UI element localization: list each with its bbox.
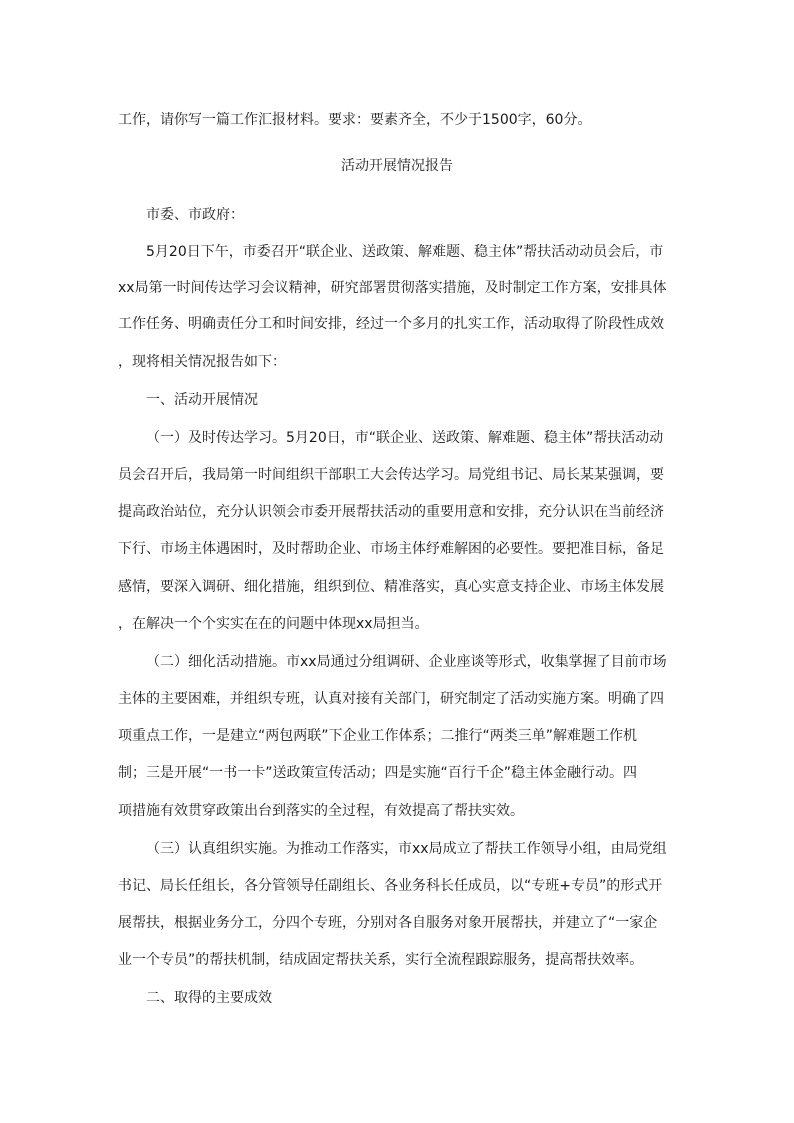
para4-line: 业一个专员”的帮扶机制，结成固定帮扶关系，实行全流程跟踪服务，提高帮扶效率。 [118,952,644,968]
para2-line: 感情，要深入调研、细化措施，组织到位、精准落实，真心实意支持企业、市场主体发展 [118,579,664,595]
para4-line: （三）认真组织实施。为推动工作落实，市xx局成立了帮扶工作领导小组，由局党组 [146,841,667,857]
para3-line: （二）细化活动措施。市xx局通过分组调研、企业座谈等形式，收集掌握了目前市场 [146,654,667,670]
para4-line: 书记、局长任组长，各分管领导任副组长、各业务科长任成员，以“专班+专员”的形式开 [118,878,663,894]
para2-line: 员会召开后，我局第一时间组织干部职工大会传达学习。局党组书记、局长某某强调，要 [118,467,664,483]
para4-line: 展帮扶，根据业务分工，分四个专班，分别对各自服务对象开展帮扶，并建立了“一家企 [118,915,658,931]
intro-line: 工作，请你写一篇工作汇报材料。要求：要素齐全，不少于1500字，60分。 [118,112,592,128]
para1-line: 5月20日下午，市委召开“联企业、送政策、解难题、稳主体”帮扶活动动员会后，市 [146,244,664,260]
para1-line: 工作任务、明确责任分工和时间安排，经过一个多月的扎实工作，活动取得了阶段性成效 [118,316,664,332]
para3-line: 项重点工作，一是建立“两包两联”下企业工作体系；二推行“两类三单”解难题工作机 [118,728,638,744]
para1-line: ，现将相关情况报告如下： [118,354,286,370]
para2-line: ，在解决一个个实实在在的问题中体现xx局担当。 [118,616,429,632]
salutation: 市委、市政府： [146,207,244,223]
para3-line: 项措施有效贯穿政策出台到落实的全过程，有效提高了帮扶实效。 [118,803,524,819]
para2-line: 下行、市场主体遇困时，及时帮助企业、市场主体纾难解困的必要性。要把准目标，备足 [118,541,664,557]
para2-line: 提高政治站位，充分认识领会市委开展帮扶活动的重要用意和安排，充分认识在当前经济 [118,504,664,520]
section-heading-2: 二、取得的主要成效 [146,990,272,1006]
document-title: 活动开展情况报告 [341,158,453,174]
para2-line: （一）及时传达学习。5月20日，市“联企业、送政策、解难题、稳主体”帮扶活动动 [146,430,664,446]
para3-line: 制；三是开展“一书一卡”送政策宣传活动；四是实施“百行千企”稳主体金融行动。四 [118,765,638,781]
section-heading-1: 一、活动开展情况 [146,392,258,408]
para3-line: 主体的主要困难，并组织专班，认真对接有关部门，研究制定了活动实施方案。明确了四 [118,691,664,707]
para1-line: xx局第一时间传达学习会议精神，研究部署贯彻落实措施，及时制定工作方案，安排具体 [118,280,667,296]
